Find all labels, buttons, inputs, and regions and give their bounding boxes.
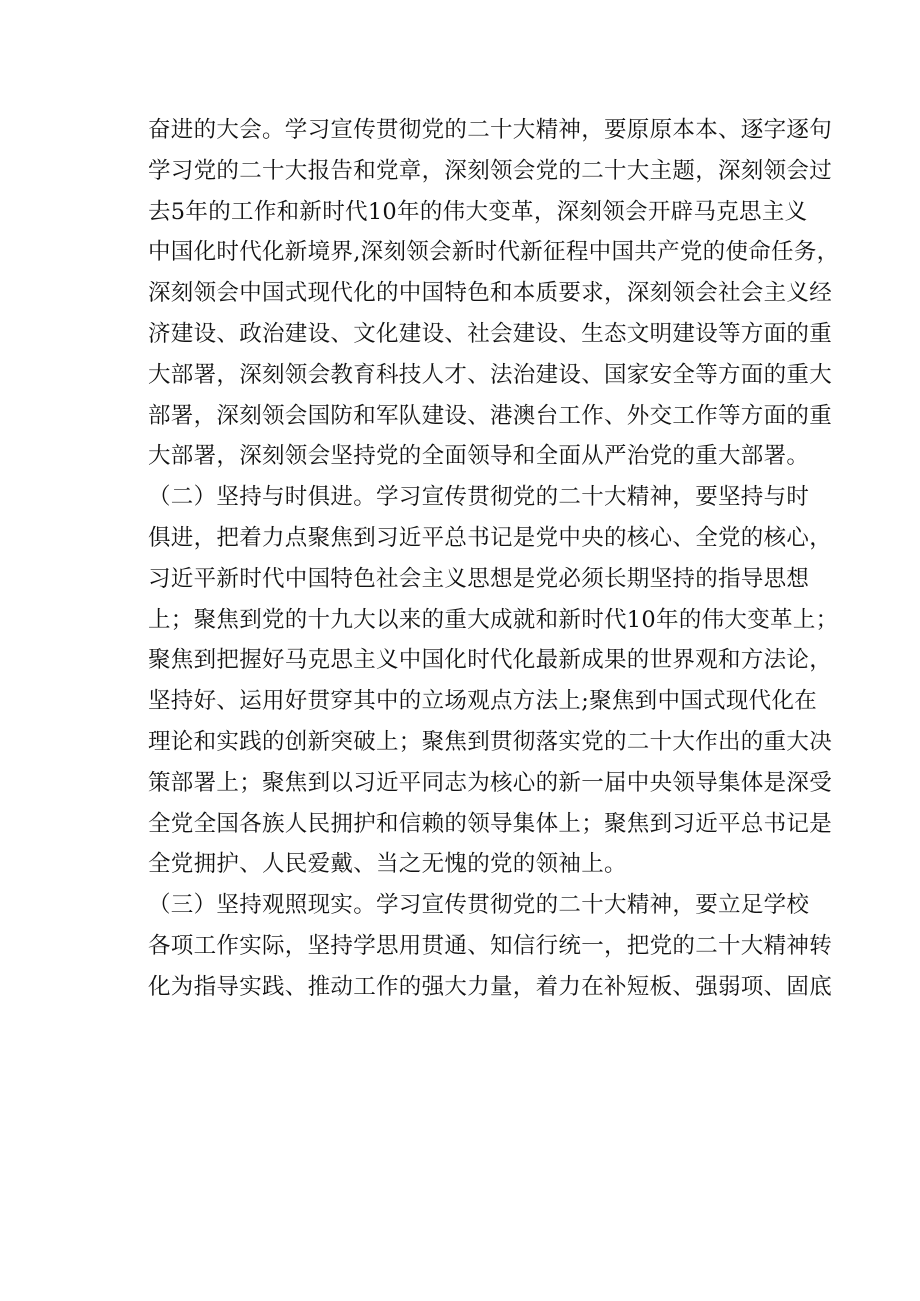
text-line: 济建设、政治建设、文化建设、社会建设、生态文明建设等方面的重	[148, 320, 833, 347]
text-line: 全党拥护、人民爱戴、当之无愧的党的领袖上。	[148, 851, 627, 878]
text-line: 理论和实践的创新突破上；聚焦到贯彻落实党的二十大作出的重大决	[148, 728, 833, 755]
text-line: 化为指导实践、推动工作的强大力量，着力在补短板、强弱项、固底	[148, 973, 833, 1000]
text-line: 奋进的大会。学习宣传贯彻党的二十大精神，要原原本本、逐字逐句	[148, 117, 833, 143]
text-line: 大部署，深刻领会坚持党的全面领导和全面从严治党的重大部署。	[148, 443, 810, 470]
text-line: 俱进，把着力点聚焦到习近平总书记是党中央的核心、全党的核心，	[148, 524, 833, 551]
text-line: （二）坚持与时俱进。学习宣传贯彻党的二十大精神，要坚持与时	[148, 484, 810, 511]
text-line: 学习党的二十大报告和党章，深刻领会党的二十大主题，深刻领会过	[148, 157, 833, 184]
text-line: 去5年的工作和新时代10年的伟大变革，深刻领会开辟马克思主义	[148, 198, 808, 225]
text-line: 全党全国各族人民拥护和信赖的领导集体上；聚焦到习近平总书记是	[148, 810, 833, 837]
text-line: 深刻领会中国式现代化的中国特色和本质要求，深刻领会社会主义经	[148, 280, 833, 307]
text-line: 习近平新时代中国特色社会主义思想是党必须长期坚持的指导思想	[148, 565, 810, 592]
text-line: 上；聚焦到党的十九大以来的重大成就和新时代10年的伟大变革上；	[148, 606, 839, 633]
text-line: 部署，深刻领会国防和军队建设、港澳台工作、外交工作等方面的重	[148, 402, 833, 429]
text-line: （三）坚持观照现实。学习宣传贯彻党的二十大精神，要立足学校	[148, 892, 810, 919]
text-line: 坚持好、运用好贯穿其中的立场观点方法上;聚焦到中国式现代化在	[148, 688, 818, 715]
text-line: 各项工作实际，坚持学思用贯通、知信行统一，把党的二十大精神转	[148, 932, 833, 959]
text-line: 策部署上；聚焦到以习近平同志为核心的新一届中央领导集体是深受	[148, 769, 833, 796]
text-line: 大部署，深刻领会教育科技人才、法治建设、国家安全等方面的重大	[148, 361, 833, 388]
text-line: 聚焦到把握好马克思主义中国化时代化最新成果的世界观和方法论，	[148, 647, 833, 674]
body-text	[148, 110, 840, 1008]
text-line: 中国化时代化新境界,深刻领会新时代新征程中国共产党的使命任务，	[148, 239, 840, 266]
